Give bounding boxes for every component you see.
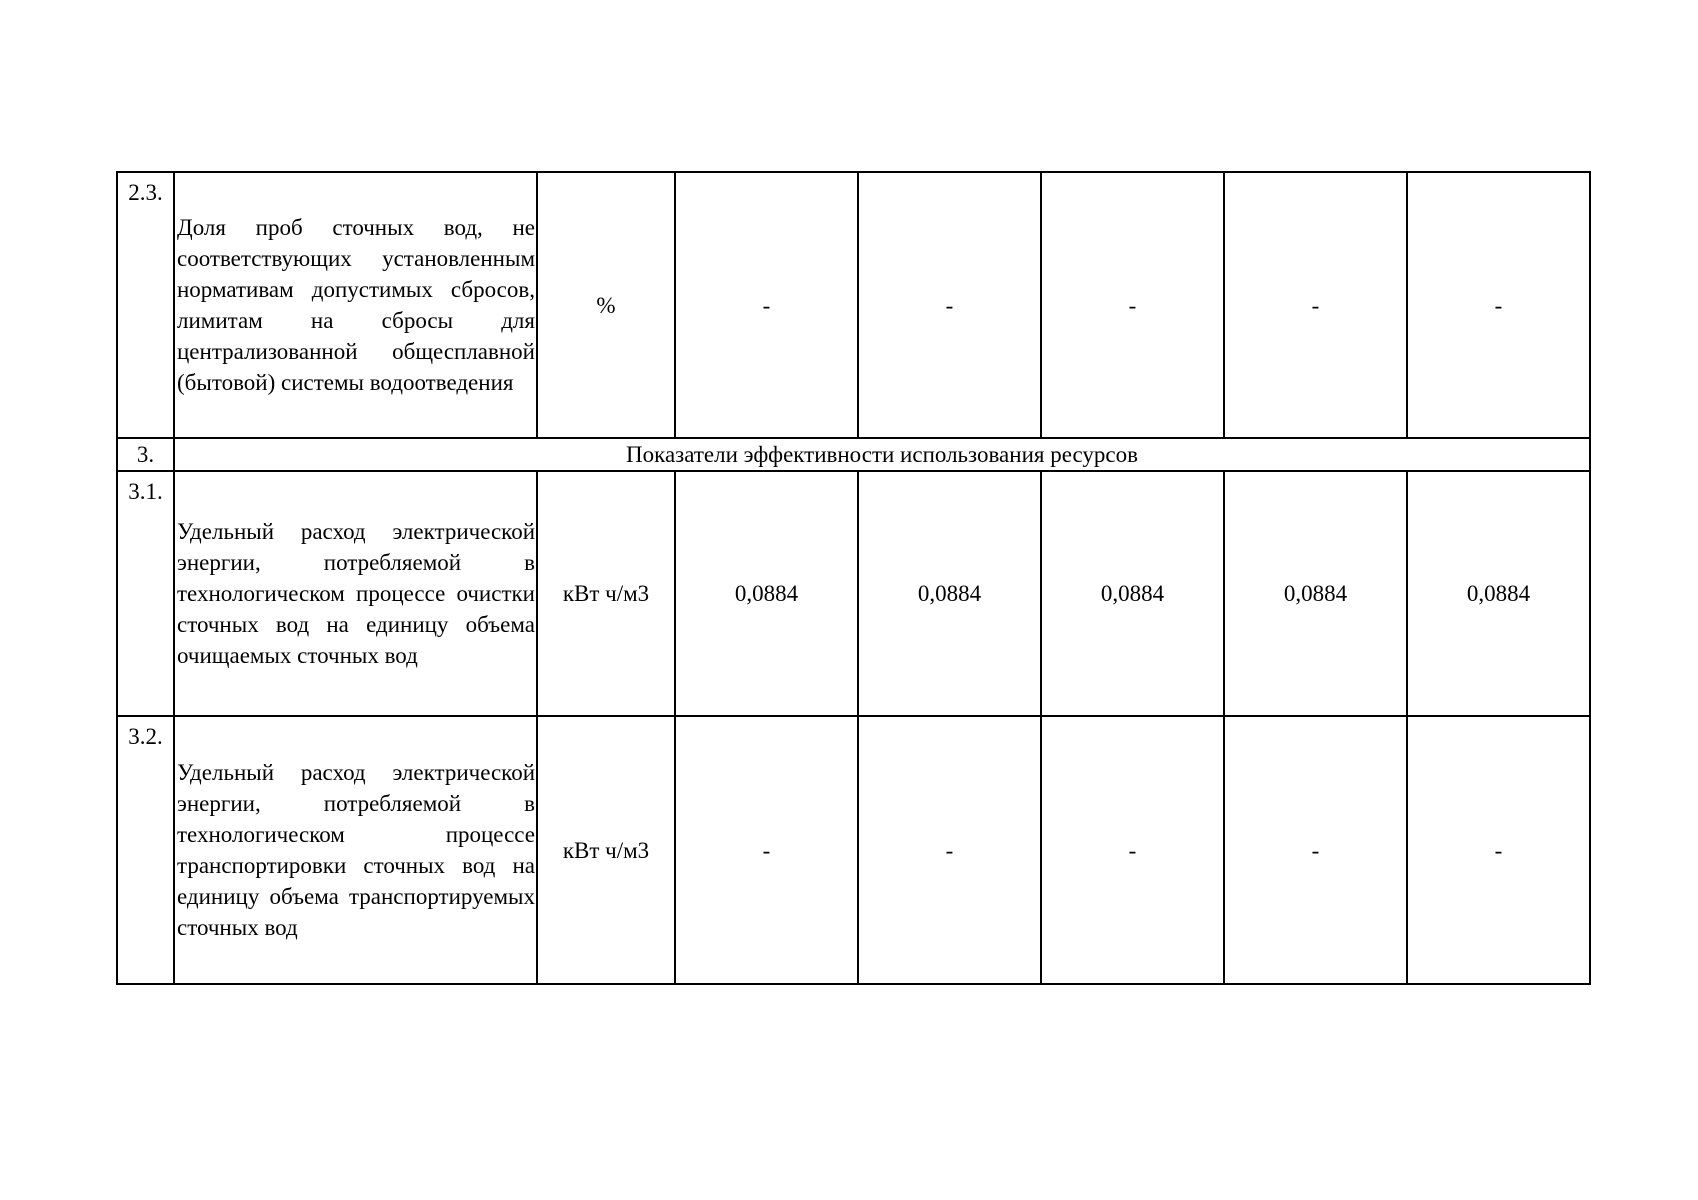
table-row [117,172,1590,438]
value-cell: 0,0884 [1041,471,1224,716]
value-cell: - [1041,172,1224,438]
value-cell: 0,0884 [858,471,1041,716]
row-number: 3.1. [117,471,174,716]
unit-cell: кВт ч/м3 [537,716,675,984]
value-cell: - [858,716,1041,984]
indicator-description: Удельный расход электрической энергии, потребляемой в технологическом процессе транспортировки сточных вод на единицу объема транспортируемых сточных вод [174,716,537,984]
row-number: 3.2. [117,716,174,984]
unit-cell: кВт ч/м3 [537,471,675,716]
row-number: 2.3. [117,172,174,438]
value-cell: - [1407,172,1590,438]
value-cell: - [675,716,858,984]
value-cell: - [1407,716,1590,984]
section-title: Показатели эффективности использования ресурсов [174,438,1590,471]
value-cell: - [858,172,1041,438]
value-cell: - [1224,172,1407,438]
table-row [117,471,1590,716]
value-cell: - [675,172,858,438]
value-cell: 0,0884 [675,471,858,716]
table-row [117,716,1590,984]
value-cell: 0,0884 [1224,471,1407,716]
row-number: 3. [117,438,174,471]
section-row [117,438,1590,471]
value-cell: - [1041,716,1224,984]
indicator-description: Удельный расход электрической энергии, потребляемой в технологическом процессе очистки сточных вод на единицу объема очищаемых сточных вод [174,471,537,716]
unit-cell: % [537,172,675,438]
indicator-description: Доля проб сточных вод, не соответствующих установленным нормативам допустимых сбросов, лимитам на сбросы для централизованной общесплавной (бытовой) системы водоотведения [174,172,537,438]
indicators-table [116,171,1591,985]
value-cell: - [1224,716,1407,984]
value-cell: 0,0884 [1407,471,1590,716]
